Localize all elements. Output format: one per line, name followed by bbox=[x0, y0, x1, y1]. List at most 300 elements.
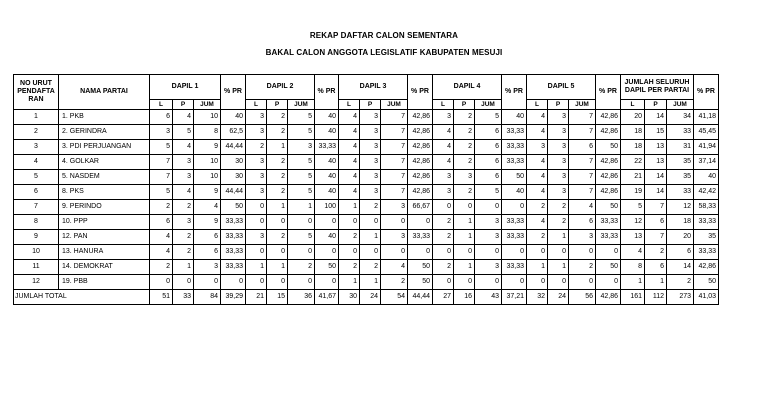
value-cell: 2 bbox=[527, 200, 548, 215]
total-cell: 32 bbox=[527, 290, 548, 305]
subheader-jum: JUM bbox=[569, 100, 596, 110]
value-cell: 1 bbox=[288, 200, 315, 215]
value-cell: 4 bbox=[381, 260, 408, 275]
value-cell: 2 bbox=[381, 275, 408, 290]
value-cell: 1 bbox=[339, 275, 360, 290]
party-name: 10. PPP bbox=[59, 215, 150, 230]
value-cell: 3 bbox=[173, 155, 194, 170]
total-cell: 33 bbox=[173, 290, 194, 305]
value-cell: 2 bbox=[433, 260, 454, 275]
value-cell: 3 bbox=[360, 110, 381, 125]
total-cell: 273 bbox=[667, 290, 694, 305]
value-cell: 8 bbox=[621, 260, 645, 275]
row-number: 11 bbox=[14, 260, 59, 275]
value-cell: 3 bbox=[569, 230, 596, 245]
value-cell: 4 bbox=[150, 245, 173, 260]
value-cell: 1 bbox=[267, 140, 288, 155]
value-cell: 42,86 bbox=[694, 260, 719, 275]
value-cell: 4 bbox=[433, 140, 454, 155]
value-cell: 50 bbox=[221, 200, 246, 215]
value-cell: 5 bbox=[150, 140, 173, 155]
value-cell: 8 bbox=[194, 125, 221, 140]
value-cell: 42,86 bbox=[408, 170, 433, 185]
value-cell: 1 bbox=[267, 200, 288, 215]
value-cell: 33,33 bbox=[221, 260, 246, 275]
subheader-p: P bbox=[548, 100, 569, 110]
value-cell: 2 bbox=[667, 275, 694, 290]
value-cell: 0 bbox=[150, 275, 173, 290]
subheader-p: P bbox=[454, 100, 475, 110]
total-cell: 21 bbox=[246, 290, 267, 305]
value-cell: 9 bbox=[194, 185, 221, 200]
value-cell: 7 bbox=[381, 185, 408, 200]
value-cell: 33,33 bbox=[408, 230, 433, 245]
value-cell: 4 bbox=[569, 200, 596, 215]
total-cell: 161 bbox=[621, 290, 645, 305]
value-cell: 0 bbox=[288, 215, 315, 230]
value-cell: 3 bbox=[475, 230, 502, 245]
value-cell: 0 bbox=[569, 245, 596, 260]
value-cell: 0 bbox=[194, 275, 221, 290]
value-cell: 42,86 bbox=[408, 185, 433, 200]
value-cell: 7 bbox=[569, 155, 596, 170]
value-cell: 3 bbox=[246, 155, 267, 170]
value-cell: 40 bbox=[694, 170, 719, 185]
value-cell: 2 bbox=[569, 260, 596, 275]
value-cell: 3 bbox=[246, 230, 267, 245]
total-row bbox=[14, 290, 719, 305]
value-cell: 10 bbox=[194, 155, 221, 170]
total-cell: 39,29 bbox=[221, 290, 246, 305]
row-number: 1 bbox=[14, 110, 59, 125]
value-cell: 3 bbox=[548, 170, 569, 185]
value-cell: 4 bbox=[621, 245, 645, 260]
value-cell: 0 bbox=[569, 275, 596, 290]
recap-table bbox=[13, 74, 719, 305]
value-cell: 0 bbox=[454, 245, 475, 260]
subheader-p: P bbox=[173, 100, 194, 110]
value-cell: 1 bbox=[339, 200, 360, 215]
value-cell: 33,33 bbox=[502, 155, 527, 170]
value-cell: 35 bbox=[667, 170, 694, 185]
subheader-jum: JUM bbox=[667, 100, 694, 110]
value-cell: 37,14 bbox=[694, 155, 719, 170]
value-cell: 2 bbox=[527, 230, 548, 245]
value-cell: 7 bbox=[645, 200, 667, 215]
party-name: 12. PAN bbox=[59, 230, 150, 245]
value-cell: 0 bbox=[339, 245, 360, 260]
value-cell: 2 bbox=[339, 230, 360, 245]
row-number: 3 bbox=[14, 140, 59, 155]
value-cell: 6 bbox=[475, 155, 502, 170]
value-cell: 3 bbox=[246, 170, 267, 185]
value-cell: 2 bbox=[454, 185, 475, 200]
subheader-p: P bbox=[267, 100, 288, 110]
value-cell: 4 bbox=[433, 125, 454, 140]
value-cell: 1 bbox=[548, 230, 569, 245]
value-cell: 6 bbox=[569, 140, 596, 155]
value-cell: 2 bbox=[173, 245, 194, 260]
value-cell: 42,86 bbox=[596, 185, 621, 200]
value-cell: 3 bbox=[288, 140, 315, 155]
value-cell: 42,86 bbox=[408, 155, 433, 170]
row-number: 4 bbox=[14, 155, 59, 170]
total-label: JUMLAH TOTAL bbox=[14, 290, 150, 305]
value-cell: 50 bbox=[502, 170, 527, 185]
value-cell: 4 bbox=[339, 185, 360, 200]
total-cell: 41,67 bbox=[315, 290, 339, 305]
subheader-l: L bbox=[433, 100, 454, 110]
table-row bbox=[14, 155, 719, 170]
value-cell: 7 bbox=[150, 170, 173, 185]
value-cell: 3 bbox=[454, 170, 475, 185]
value-cell: 42,86 bbox=[408, 110, 433, 125]
value-cell: 0 bbox=[221, 275, 246, 290]
subheader-p: P bbox=[360, 100, 381, 110]
value-cell: 3 bbox=[360, 155, 381, 170]
value-cell: 6 bbox=[150, 110, 173, 125]
value-cell: 0 bbox=[454, 275, 475, 290]
value-cell: 1 bbox=[267, 260, 288, 275]
value-cell: 22 bbox=[621, 155, 645, 170]
value-cell: 5 bbox=[288, 110, 315, 125]
value-cell: 40 bbox=[315, 230, 339, 245]
value-cell: 1 bbox=[454, 215, 475, 230]
total-cell: 51 bbox=[150, 290, 173, 305]
value-cell: 6 bbox=[194, 245, 221, 260]
value-cell: 4 bbox=[339, 125, 360, 140]
value-cell: 4 bbox=[339, 155, 360, 170]
total-cell: 15 bbox=[267, 290, 288, 305]
value-cell: 2 bbox=[454, 125, 475, 140]
value-cell: 0 bbox=[315, 245, 339, 260]
value-cell: 10 bbox=[194, 170, 221, 185]
header-dapil-5: DAPIL 5 bbox=[527, 75, 596, 100]
party-name: 4. GOLKAR bbox=[59, 155, 150, 170]
value-cell: 2 bbox=[150, 260, 173, 275]
value-cell: 10 bbox=[194, 110, 221, 125]
value-cell: 45,45 bbox=[694, 125, 719, 140]
value-cell: 3 bbox=[360, 125, 381, 140]
value-cell: 4 bbox=[527, 155, 548, 170]
party-name: 2. GERINDRA bbox=[59, 125, 150, 140]
value-cell: 33,33 bbox=[596, 215, 621, 230]
header-jumlah: JUMLAH SELURUH DAPIL PER PARTAI bbox=[621, 75, 694, 100]
value-cell: 33,33 bbox=[502, 140, 527, 155]
value-cell: 6 bbox=[194, 230, 221, 245]
value-cell: 33,33 bbox=[502, 230, 527, 245]
table-row bbox=[14, 245, 719, 260]
value-cell: 0 bbox=[502, 275, 527, 290]
value-cell: 44,44 bbox=[221, 140, 246, 155]
value-cell: 35 bbox=[694, 230, 719, 245]
value-cell: 4 bbox=[527, 170, 548, 185]
value-cell: 0 bbox=[475, 245, 502, 260]
value-cell: 50 bbox=[408, 260, 433, 275]
value-cell: 0 bbox=[527, 245, 548, 260]
subheader-jum: JUM bbox=[194, 100, 221, 110]
value-cell: 3 bbox=[381, 200, 408, 215]
value-cell: 18 bbox=[667, 215, 694, 230]
value-cell: 42,42 bbox=[694, 185, 719, 200]
party-name: 9. PERINDO bbox=[59, 200, 150, 215]
value-cell: 58,33 bbox=[694, 200, 719, 215]
table-row bbox=[14, 110, 719, 125]
value-cell: 12 bbox=[621, 215, 645, 230]
value-cell: 3 bbox=[527, 140, 548, 155]
value-cell: 9 bbox=[194, 215, 221, 230]
value-cell: 0 bbox=[288, 275, 315, 290]
value-cell: 7 bbox=[645, 230, 667, 245]
row-number: 7 bbox=[14, 200, 59, 215]
value-cell: 6 bbox=[667, 245, 694, 260]
value-cell: 7 bbox=[381, 155, 408, 170]
row-number: 8 bbox=[14, 215, 59, 230]
value-cell: 5 bbox=[475, 110, 502, 125]
total-cell: 41,03 bbox=[694, 290, 719, 305]
value-cell: 0 bbox=[360, 245, 381, 260]
value-cell: 0 bbox=[454, 200, 475, 215]
value-cell: 5 bbox=[288, 230, 315, 245]
value-cell: 42,86 bbox=[596, 125, 621, 140]
total-cell: 44,44 bbox=[408, 290, 433, 305]
value-cell: 5 bbox=[475, 185, 502, 200]
value-cell: 14 bbox=[645, 185, 667, 200]
value-cell: 14 bbox=[667, 260, 694, 275]
table-row bbox=[14, 125, 719, 140]
value-cell: 0 bbox=[408, 215, 433, 230]
value-cell: 2 bbox=[150, 200, 173, 215]
subheader-jum: JUM bbox=[288, 100, 315, 110]
value-cell: 35 bbox=[667, 155, 694, 170]
value-cell: 2 bbox=[246, 140, 267, 155]
value-cell: 2 bbox=[267, 110, 288, 125]
value-cell: 0 bbox=[246, 245, 267, 260]
value-cell: 2 bbox=[173, 230, 194, 245]
total-cell: 42,86 bbox=[596, 290, 621, 305]
value-cell: 5 bbox=[288, 170, 315, 185]
value-cell: 62,5 bbox=[221, 125, 246, 140]
value-cell: 0 bbox=[596, 275, 621, 290]
value-cell: 0 bbox=[246, 215, 267, 230]
value-cell: 50 bbox=[596, 140, 621, 155]
value-cell: 3 bbox=[475, 260, 502, 275]
header-pct-pr-4: % PR bbox=[502, 75, 527, 110]
table-row bbox=[14, 185, 719, 200]
value-cell: 40 bbox=[502, 185, 527, 200]
value-cell: 20 bbox=[621, 110, 645, 125]
value-cell: 0 bbox=[267, 245, 288, 260]
value-cell: 33,33 bbox=[502, 215, 527, 230]
table-row bbox=[14, 275, 719, 290]
value-cell: 0 bbox=[548, 275, 569, 290]
value-cell: 100 bbox=[315, 200, 339, 215]
value-cell: 50 bbox=[694, 275, 719, 290]
total-cell: 37,21 bbox=[502, 290, 527, 305]
value-cell: 4 bbox=[150, 230, 173, 245]
value-cell: 4 bbox=[339, 170, 360, 185]
value-cell: 15 bbox=[645, 125, 667, 140]
value-cell: 4 bbox=[339, 140, 360, 155]
total-cell: 56 bbox=[569, 290, 596, 305]
subheader-l: L bbox=[339, 100, 360, 110]
value-cell: 20 bbox=[667, 230, 694, 245]
total-cell: 16 bbox=[454, 290, 475, 305]
value-cell: 0 bbox=[315, 215, 339, 230]
header-pct-pr-3: % PR bbox=[408, 75, 433, 110]
value-cell: 30 bbox=[221, 155, 246, 170]
value-cell: 4 bbox=[527, 215, 548, 230]
value-cell: 0 bbox=[433, 200, 454, 215]
value-cell: 42,86 bbox=[408, 125, 433, 140]
value-cell: 3 bbox=[548, 155, 569, 170]
subheader-jum: JUM bbox=[381, 100, 408, 110]
value-cell: 1 bbox=[645, 275, 667, 290]
value-cell: 42,86 bbox=[596, 155, 621, 170]
party-name: 14. DEMOKRAT bbox=[59, 260, 150, 275]
value-cell: 18 bbox=[621, 125, 645, 140]
value-cell: 5 bbox=[150, 185, 173, 200]
value-cell: 3 bbox=[433, 185, 454, 200]
value-cell: 19 bbox=[621, 185, 645, 200]
value-cell: 5 bbox=[173, 125, 194, 140]
value-cell: 2 bbox=[267, 125, 288, 140]
value-cell: 14 bbox=[645, 110, 667, 125]
value-cell: 7 bbox=[150, 155, 173, 170]
value-cell: 0 bbox=[475, 275, 502, 290]
party-name: 1. PKB bbox=[59, 110, 150, 125]
value-cell: 3 bbox=[173, 170, 194, 185]
subheader-jum: JUM bbox=[475, 100, 502, 110]
value-cell: 40 bbox=[315, 185, 339, 200]
value-cell: 0 bbox=[288, 245, 315, 260]
header-dapil-2: DAPIL 2 bbox=[246, 75, 315, 100]
value-cell: 7 bbox=[569, 185, 596, 200]
value-cell: 2 bbox=[267, 185, 288, 200]
value-cell: 5 bbox=[621, 200, 645, 215]
value-cell: 12 bbox=[667, 200, 694, 215]
value-cell: 6 bbox=[475, 125, 502, 140]
value-cell: 0 bbox=[502, 245, 527, 260]
value-cell: 1 bbox=[246, 260, 267, 275]
value-cell: 6 bbox=[645, 260, 667, 275]
table-body bbox=[14, 110, 719, 305]
value-cell: 2 bbox=[267, 155, 288, 170]
subheader-l: L bbox=[527, 100, 548, 110]
table-row bbox=[14, 200, 719, 215]
value-cell: 4 bbox=[433, 155, 454, 170]
value-cell: 7 bbox=[381, 170, 408, 185]
value-cell: 5 bbox=[288, 155, 315, 170]
value-cell: 31 bbox=[667, 140, 694, 155]
value-cell: 33,33 bbox=[694, 245, 719, 260]
value-cell: 1 bbox=[173, 260, 194, 275]
value-cell: 7 bbox=[381, 110, 408, 125]
header-dapil-4: DAPIL 4 bbox=[433, 75, 502, 100]
table-row bbox=[14, 260, 719, 275]
value-cell: 2 bbox=[173, 200, 194, 215]
value-cell: 0 bbox=[381, 215, 408, 230]
value-cell: 3 bbox=[173, 215, 194, 230]
value-cell: 33,33 bbox=[315, 140, 339, 155]
value-cell: 3 bbox=[548, 140, 569, 155]
value-cell: 40 bbox=[315, 155, 339, 170]
value-cell: 1 bbox=[454, 260, 475, 275]
report-title: REKAP DAFTAR CALON SEMENTARA bbox=[309, 31, 459, 40]
value-cell: 7 bbox=[381, 125, 408, 140]
value-cell: 0 bbox=[246, 200, 267, 215]
value-cell: 2 bbox=[360, 260, 381, 275]
value-cell: 33,33 bbox=[694, 215, 719, 230]
value-cell: 4 bbox=[527, 110, 548, 125]
subheader-p: P bbox=[645, 100, 667, 110]
total-cell: 30 bbox=[339, 290, 360, 305]
value-cell: 4 bbox=[194, 200, 221, 215]
value-cell: 3 bbox=[246, 125, 267, 140]
value-cell: 6 bbox=[150, 215, 173, 230]
header-nama-partai: NAMA PARTAI bbox=[59, 75, 150, 110]
party-name: 3. PDI PERJUANGAN bbox=[59, 140, 150, 155]
value-cell: 0 bbox=[267, 215, 288, 230]
value-cell: 2 bbox=[339, 260, 360, 275]
value-cell: 3 bbox=[433, 170, 454, 185]
value-cell: 40 bbox=[315, 110, 339, 125]
party-name: 13. HANURA bbox=[59, 245, 150, 260]
value-cell: 4 bbox=[527, 125, 548, 140]
value-cell: 30 bbox=[221, 170, 246, 185]
party-name: 8. PKS bbox=[59, 185, 150, 200]
value-cell: 0 bbox=[173, 275, 194, 290]
value-cell: 0 bbox=[433, 245, 454, 260]
row-number: 10 bbox=[14, 245, 59, 260]
value-cell: 2 bbox=[454, 140, 475, 155]
value-cell: 13 bbox=[645, 140, 667, 155]
value-cell: 3 bbox=[360, 170, 381, 185]
value-cell: 1 bbox=[360, 230, 381, 245]
value-cell: 3 bbox=[548, 185, 569, 200]
value-cell: 33,33 bbox=[596, 230, 621, 245]
value-cell: 41,18 bbox=[694, 110, 719, 125]
value-cell: 2 bbox=[548, 200, 569, 215]
value-cell: 0 bbox=[502, 200, 527, 215]
header-pct-pr-total: % PR bbox=[694, 75, 719, 110]
value-cell: 18 bbox=[621, 140, 645, 155]
value-cell: 40 bbox=[221, 110, 246, 125]
value-cell: 0 bbox=[267, 275, 288, 290]
value-cell: 0 bbox=[408, 245, 433, 260]
value-cell: 1 bbox=[548, 260, 569, 275]
value-cell: 33,33 bbox=[221, 245, 246, 260]
value-cell: 7 bbox=[569, 110, 596, 125]
value-cell: 1 bbox=[454, 230, 475, 245]
value-cell: 4 bbox=[173, 185, 194, 200]
value-cell: 50 bbox=[596, 260, 621, 275]
table-row bbox=[14, 140, 719, 155]
value-cell: 33,33 bbox=[502, 260, 527, 275]
value-cell: 0 bbox=[315, 275, 339, 290]
value-cell: 40 bbox=[315, 170, 339, 185]
value-cell: 6 bbox=[645, 215, 667, 230]
value-cell: 0 bbox=[527, 275, 548, 290]
table-row bbox=[14, 230, 719, 245]
header-pct-pr-2: % PR bbox=[315, 75, 339, 110]
total-cell: 84 bbox=[194, 290, 221, 305]
value-cell: 7 bbox=[381, 140, 408, 155]
value-cell: 40 bbox=[315, 125, 339, 140]
value-cell: 5 bbox=[288, 125, 315, 140]
value-cell: 42,86 bbox=[596, 170, 621, 185]
value-cell: 3 bbox=[548, 110, 569, 125]
